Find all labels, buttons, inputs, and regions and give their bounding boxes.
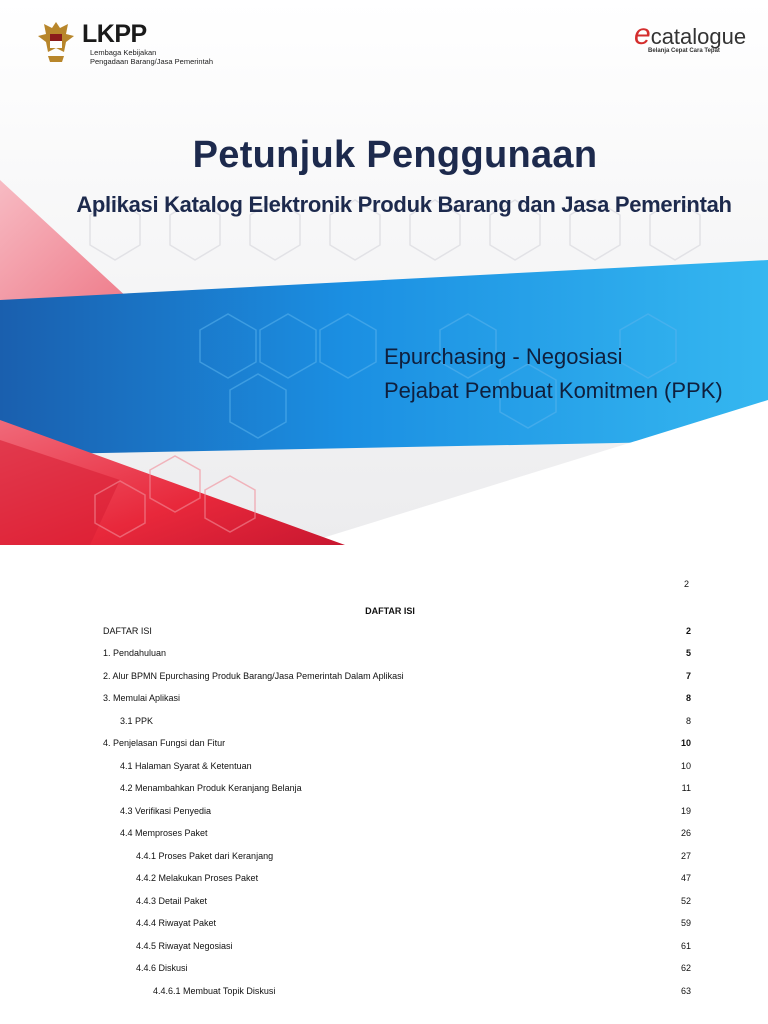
toc-entry[interactable]	[0, 873, 768, 887]
toc-entry[interactable]	[0, 941, 768, 955]
toc-entry-page: 47	[680, 873, 691, 883]
toc-entry[interactable]	[0, 738, 768, 752]
toc-entry-label: 4.4.5 Riwayat Negosiasi	[136, 941, 233, 951]
toc-entry-label: 4.4.1 Proses Paket dari Keranjang	[136, 851, 274, 861]
toc-entry-label: 3.1 PPK	[120, 716, 154, 726]
toc-entry-label: 4.3 Verifikasi Penyedia	[120, 806, 212, 816]
toc-entry[interactable]	[0, 851, 768, 865]
toc-entry[interactable]	[0, 761, 768, 775]
toc-page	[0, 545, 768, 1024]
toc-entry-page: 11	[681, 783, 691, 793]
toc-entry[interactable]	[0, 986, 768, 1000]
toc-heading: DAFTAR ISI	[365, 606, 415, 616]
toc-entry-page: 19	[680, 806, 691, 816]
toc-entry-label: 4.1 Halaman Syarat & Ketentuan	[120, 761, 252, 771]
toc-entry-label: 4.4.4 Riwayat Paket	[136, 918, 217, 928]
toc-entry-page: 8	[685, 693, 691, 703]
ecatalogue-rest: catalogue	[650, 24, 747, 49]
toc-entry-label: 2. Alur BPMN Epurchasing Produk Barang/Jasa Pemerintah Dalam Aplikasi	[103, 671, 404, 681]
document-subtitle: Aplikasi Katalog Elektronik Produk Barang dan Jasa Pemerintah	[76, 192, 732, 217]
ecatalogue-tagline: Belanja Cepat Cara Tepat	[648, 48, 720, 54]
ecatalogue-logo	[634, 18, 754, 58]
toc-entry-label: 4.4.6 Diskusi	[136, 963, 188, 973]
toc-entry-page: 63	[680, 986, 691, 996]
toc-entry-page: 5	[685, 648, 691, 658]
toc-entry[interactable]	[0, 896, 768, 910]
ecatalogue-name	[634, 18, 746, 52]
ecatalogue-e: e	[634, 18, 651, 51]
toc-entry[interactable]	[0, 693, 768, 707]
toc-entry[interactable]	[0, 716, 768, 730]
toc-entry[interactable]	[0, 828, 768, 842]
document-title: Petunjuk Penggunaan	[192, 134, 598, 176]
toc-entry-label: 1. Pendahuluan	[103, 648, 167, 658]
toc-entry-label: 4. Penjelasan Fungsi dan Fitur	[103, 738, 226, 748]
toc-entry-label: DAFTAR ISI	[103, 626, 152, 636]
toc-entry[interactable]	[0, 963, 768, 977]
toc-entry-label: 4.4 Memproses Paket	[120, 828, 208, 838]
toc-entry[interactable]	[0, 626, 768, 640]
topic-line-2: Pejabat Pembuat Komitmen (PPK)	[384, 378, 723, 403]
toc-entry-page: 27	[680, 851, 691, 861]
toc-entry-page: 10	[680, 761, 691, 771]
toc-entry[interactable]	[0, 918, 768, 932]
toc-entry[interactable]	[0, 783, 768, 797]
toc-entry[interactable]	[0, 806, 768, 820]
lkpp-logo	[36, 16, 236, 72]
toc-entry-label: 4.2 Menambahkan Produk Keranjang Belanja	[120, 783, 302, 793]
toc-entry-page: 2	[685, 626, 691, 636]
toc-entry[interactable]	[0, 648, 768, 662]
toc-entry-page: 26	[680, 828, 691, 838]
page-number: 2	[684, 579, 690, 589]
lkpp-subtitle-line1: Lembaga Kebijakan	[90, 48, 157, 57]
toc-entry[interactable]	[0, 671, 768, 685]
toc-entry-page: 7	[685, 671, 691, 681]
toc-entry-label: 4.4.3 Detail Paket	[136, 896, 208, 906]
lkpp-subtitle	[90, 48, 240, 66]
lkpp-name: LKPP	[82, 20, 147, 48]
toc-entry-label: 4.4.2 Melakukan Proses Paket	[136, 873, 259, 883]
toc-entry-page: 52	[680, 896, 691, 906]
toc-entry-page: 59	[680, 918, 691, 928]
topic-line-1: Epurchasing - Negosiasi	[384, 344, 623, 369]
toc-entry-label: 4.4.6.1 Membuat Topik Diskusi	[153, 986, 276, 996]
toc-entry-label: 3. Memulai Aplikasi	[103, 693, 181, 703]
garuda-emblem-icon	[36, 16, 76, 66]
toc-entry-page: 10	[680, 738, 691, 748]
lkpp-subtitle-line2: Pengadaan Barang/Jasa Pemerintah	[90, 57, 214, 66]
toc-entry-page: 8	[685, 716, 691, 726]
toc-entry-page: 62	[680, 963, 691, 973]
toc-entry-page: 61	[680, 941, 691, 951]
